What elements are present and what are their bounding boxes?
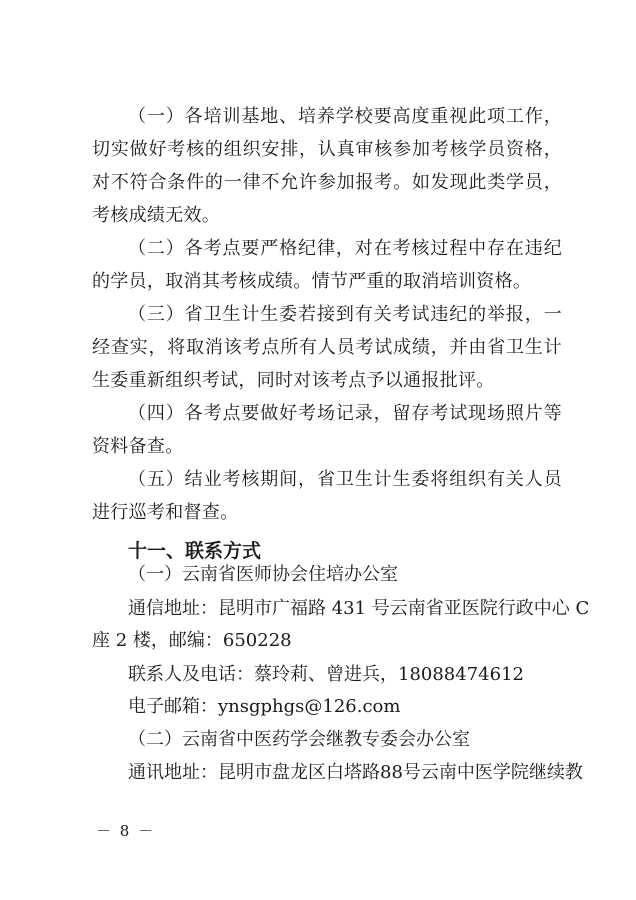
paragraph-4: （四）各考点要做好考场记录，留存考试现场照片等资料备查。: [92, 403, 562, 457]
paragraph-1: （一）各培训基地、培养学校要高度重视此项工作，切实做好考核的组织安排，认真审核参加考核学员资格，对不符合条件的一律不允许参加报考。如发现此类学员，考核成绩无效。: [92, 106, 562, 226]
contact-org-1: （一）云南省医师协会住培办公室: [128, 564, 398, 585]
paragraph-5: （五）结业考核期间，省卫生计生委将组织有关人员进行巡考和督查。: [92, 469, 562, 523]
contact-address-2: 通讯地址：昆明市盘龙区白塔路88号云南中医学院继续教: [128, 762, 583, 783]
page-number: － 8 －: [96, 822, 156, 840]
contact-org-2: （二）云南省中医药学会继教专委会办公室: [128, 729, 470, 750]
contact-email: 电子邮箱：ynsgphgs@126.com: [128, 696, 401, 717]
paragraph-2: （二）各考点要严格纪律，对在考核过程中存在违纪的学员，取消其考核成绩。情节严重的取消培训资格。: [92, 238, 562, 292]
contact-person-phone: 联系人及电话：蔡玲莉、曾进兵，18088474612: [128, 664, 524, 685]
contact-address-1: 通信地址：昆明市广福路 431 号云南省亚医院行政中心 C: [128, 598, 590, 619]
section-heading: 十一、联系方式: [128, 540, 262, 562]
contact-address-1-cont: 座 2 楼，邮编：650228: [92, 630, 292, 651]
paragraph-3: （三）省卫生计生委若接到有关考试违纪的举报，一经查实，将取消该考点所有人员考试成绩，并由省卫生计生委重新组织考试，同时对该考点予以通报批评。: [92, 304, 562, 391]
